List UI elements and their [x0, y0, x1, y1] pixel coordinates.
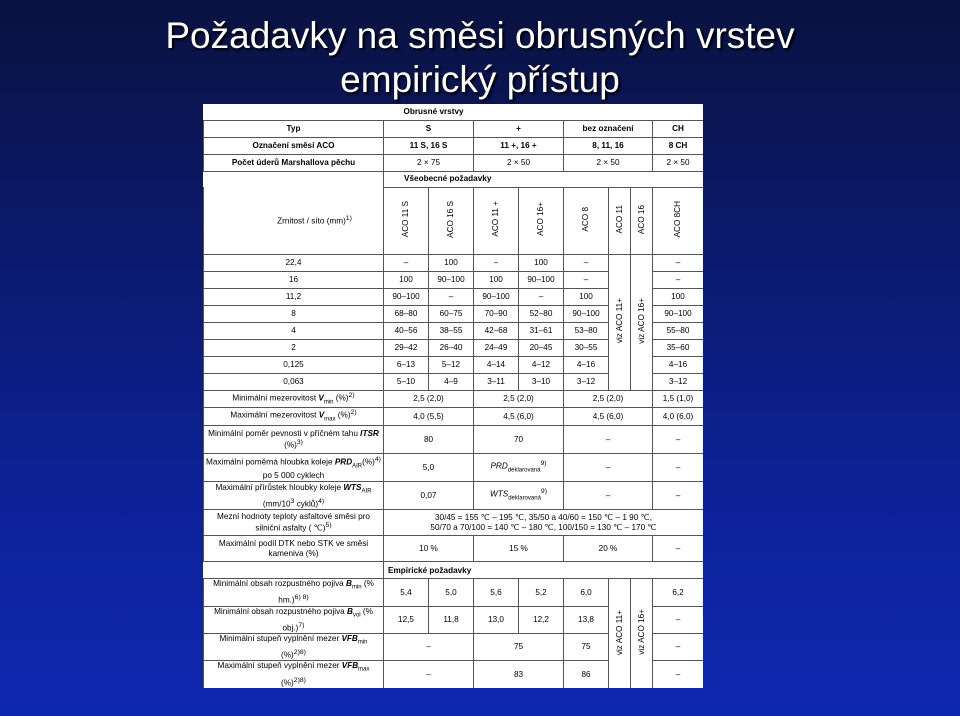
wts-row: Maximální přírůstek hloubky koleje $WTS_{AIR}$ ($mm/10^3$ cyklů)$^{4)}$ 0,07 $WTS_{deklarovaná}^{9)}$ – – [204, 482, 704, 510]
prd-row: Maximální poměrná hloubka koleje $PRD_{AIR}(\%)^{4)}$ po 5 000 cyklech 5,0 $PRD_{deklarovaná}^{9)}$ – – [204, 454, 704, 482]
sieve-row: 0,063 5–10 4–9 3–11 3–10 3–12 3–12 [204, 373, 704, 390]
typ-row: Typ S + bez označení CH [204, 120, 704, 137]
oznaceni-row: Označení směsí ACO 11 S, 16 S 11 +, 16 + 8, 11, 16 8 CH [204, 137, 704, 154]
col-aco8ch: ACO 8CH [673, 201, 683, 238]
col-aco8: ACO 8 [581, 206, 591, 232]
sieve-row: 0,125 6–13 5–12 4–14 4–12 4–16 4–16 [204, 356, 704, 373]
mezni-row: Mezní hodnoty teploty asfaltové směsi pro silniční asfalty ( ℃)$^{5)}$ 30/45 = 155 ℃ – 195 ℃, 35/50 a 40/60 = 150 ℃ – 1 90 ℃, 50/70 a 70/100 = 140 ℃ – 180 ℃, 100/150 = 130 ℃ – 170 ℃ [204, 510, 704, 536]
title-line-2: empirický přístup [340, 59, 620, 100]
zrnitost-label: Zrnitost / síto (mm)$^{1)}$ [204, 187, 384, 254]
sieve-header-row [204, 187, 704, 254]
col-aco11: ACO 11 [614, 204, 624, 234]
vmax-row: Maximální mezerovitost $V_{max}$ (%)$^{2)}$ 4,0 (5,5) 4,5 (6,0) 4,5 (6,0) 4,0 (6,0) [204, 408, 704, 426]
vfbmin-row: Minimální stupeň vyplnění mezer $VFB_{min}$ (%)$^{2)8)}$ – 75 75 – [204, 634, 704, 661]
dtk-row: Maximální podíl DTK nebo STK ve směsi kameniva (%) 10 % 15 % 20 % – [204, 536, 704, 562]
vfbmax-row: Maximální stupeň vyplnění mezer $VFB_{max}$ (%)$^{2)8)}$ – 83 86 – [204, 661, 704, 688]
title-line-1: Požadavky na směsi obrusných vrstev [165, 15, 795, 56]
viz-aco11plus-note-2: viz ACO 11+ [614, 609, 624, 655]
oznaceni-label: Označení směsí ACO [204, 137, 384, 154]
sieve-row: 8 68–80 60–75 70–90 52–80 90–100 90–100 [204, 305, 704, 322]
col-aco11plus: ACO 11 + [491, 201, 501, 238]
col-aco16s: ACO 16 S [446, 200, 456, 238]
viz-aco16plus-note-2: viz ACO 16+ [636, 609, 646, 656]
sieve-row: 11,2 90–100 – 90–100 – 100 100 [204, 288, 704, 305]
obrusne-heading: Obrusné vrstvy [403, 107, 464, 116]
col-aco11s: ACO 11 S [401, 201, 411, 238]
vmin-row: Minimální mezerovitost $V_{min}$ (%)$^{2)}$ 2,5 (2,0) 2,5 (2,0) 2,5 (2,0) 1,5 (1,0) [204, 390, 704, 408]
vseobecne-heading: Všeobecné požadavky [384, 171, 704, 187]
sieve-row: 22,4 – 100 – 100 – viz ACO 11+ viz ACO 16+ – [204, 254, 704, 271]
sieve-row: 2 29–42 26–40 24–49 20–45 30–55 35–60 [204, 339, 704, 356]
slide-title [0, 14, 960, 102]
requirements-table [203, 104, 703, 688]
col-aco16: ACO 16 [636, 204, 646, 234]
bmin-row: Minimální obsah rozpustného pojiva $B_{min}$ (% hm.)$^{6) 8)}$ 5,4 5,0 5,6 5,2 6,0 viz ACO 11+ viz ACO 16+ 6,2 [204, 579, 704, 606]
bvol-row: Minimální obsah rozpustného pojiva $B_{vol}$ (% obj.)$^{7)}$ 12,5 11,8 13,0 12,2 13,8 – [204, 606, 704, 633]
sieve-row: 16 100 90–100 100 90–100 – – [204, 271, 704, 288]
itsr-row: Minimální poměr pevnosti v příčném tahu ITSR (%)$^{3)}$ 80 70 – – [204, 426, 704, 454]
pocet-label: Počet úderů Marshallova pěchu [204, 154, 384, 171]
sieve-row: 4 40–56 38–55 42–68 31–61 53–80 55–80 [204, 322, 704, 339]
viz-aco16plus-note: viz ACO 16+ [636, 297, 646, 344]
pocet-row: Počet úderů Marshallova pěchu 2 × 75 2 × 50 2 × 50 2 × 50 [204, 154, 704, 171]
typ-label: Typ [204, 120, 384, 137]
viz-aco11plus-note: viz ACO 11+ [614, 298, 624, 344]
col-aco16plus: ACO 16+ [536, 202, 546, 237]
empiricke-heading: Empirické požadavky [384, 562, 704, 579]
requirements-table-image [203, 104, 703, 688]
